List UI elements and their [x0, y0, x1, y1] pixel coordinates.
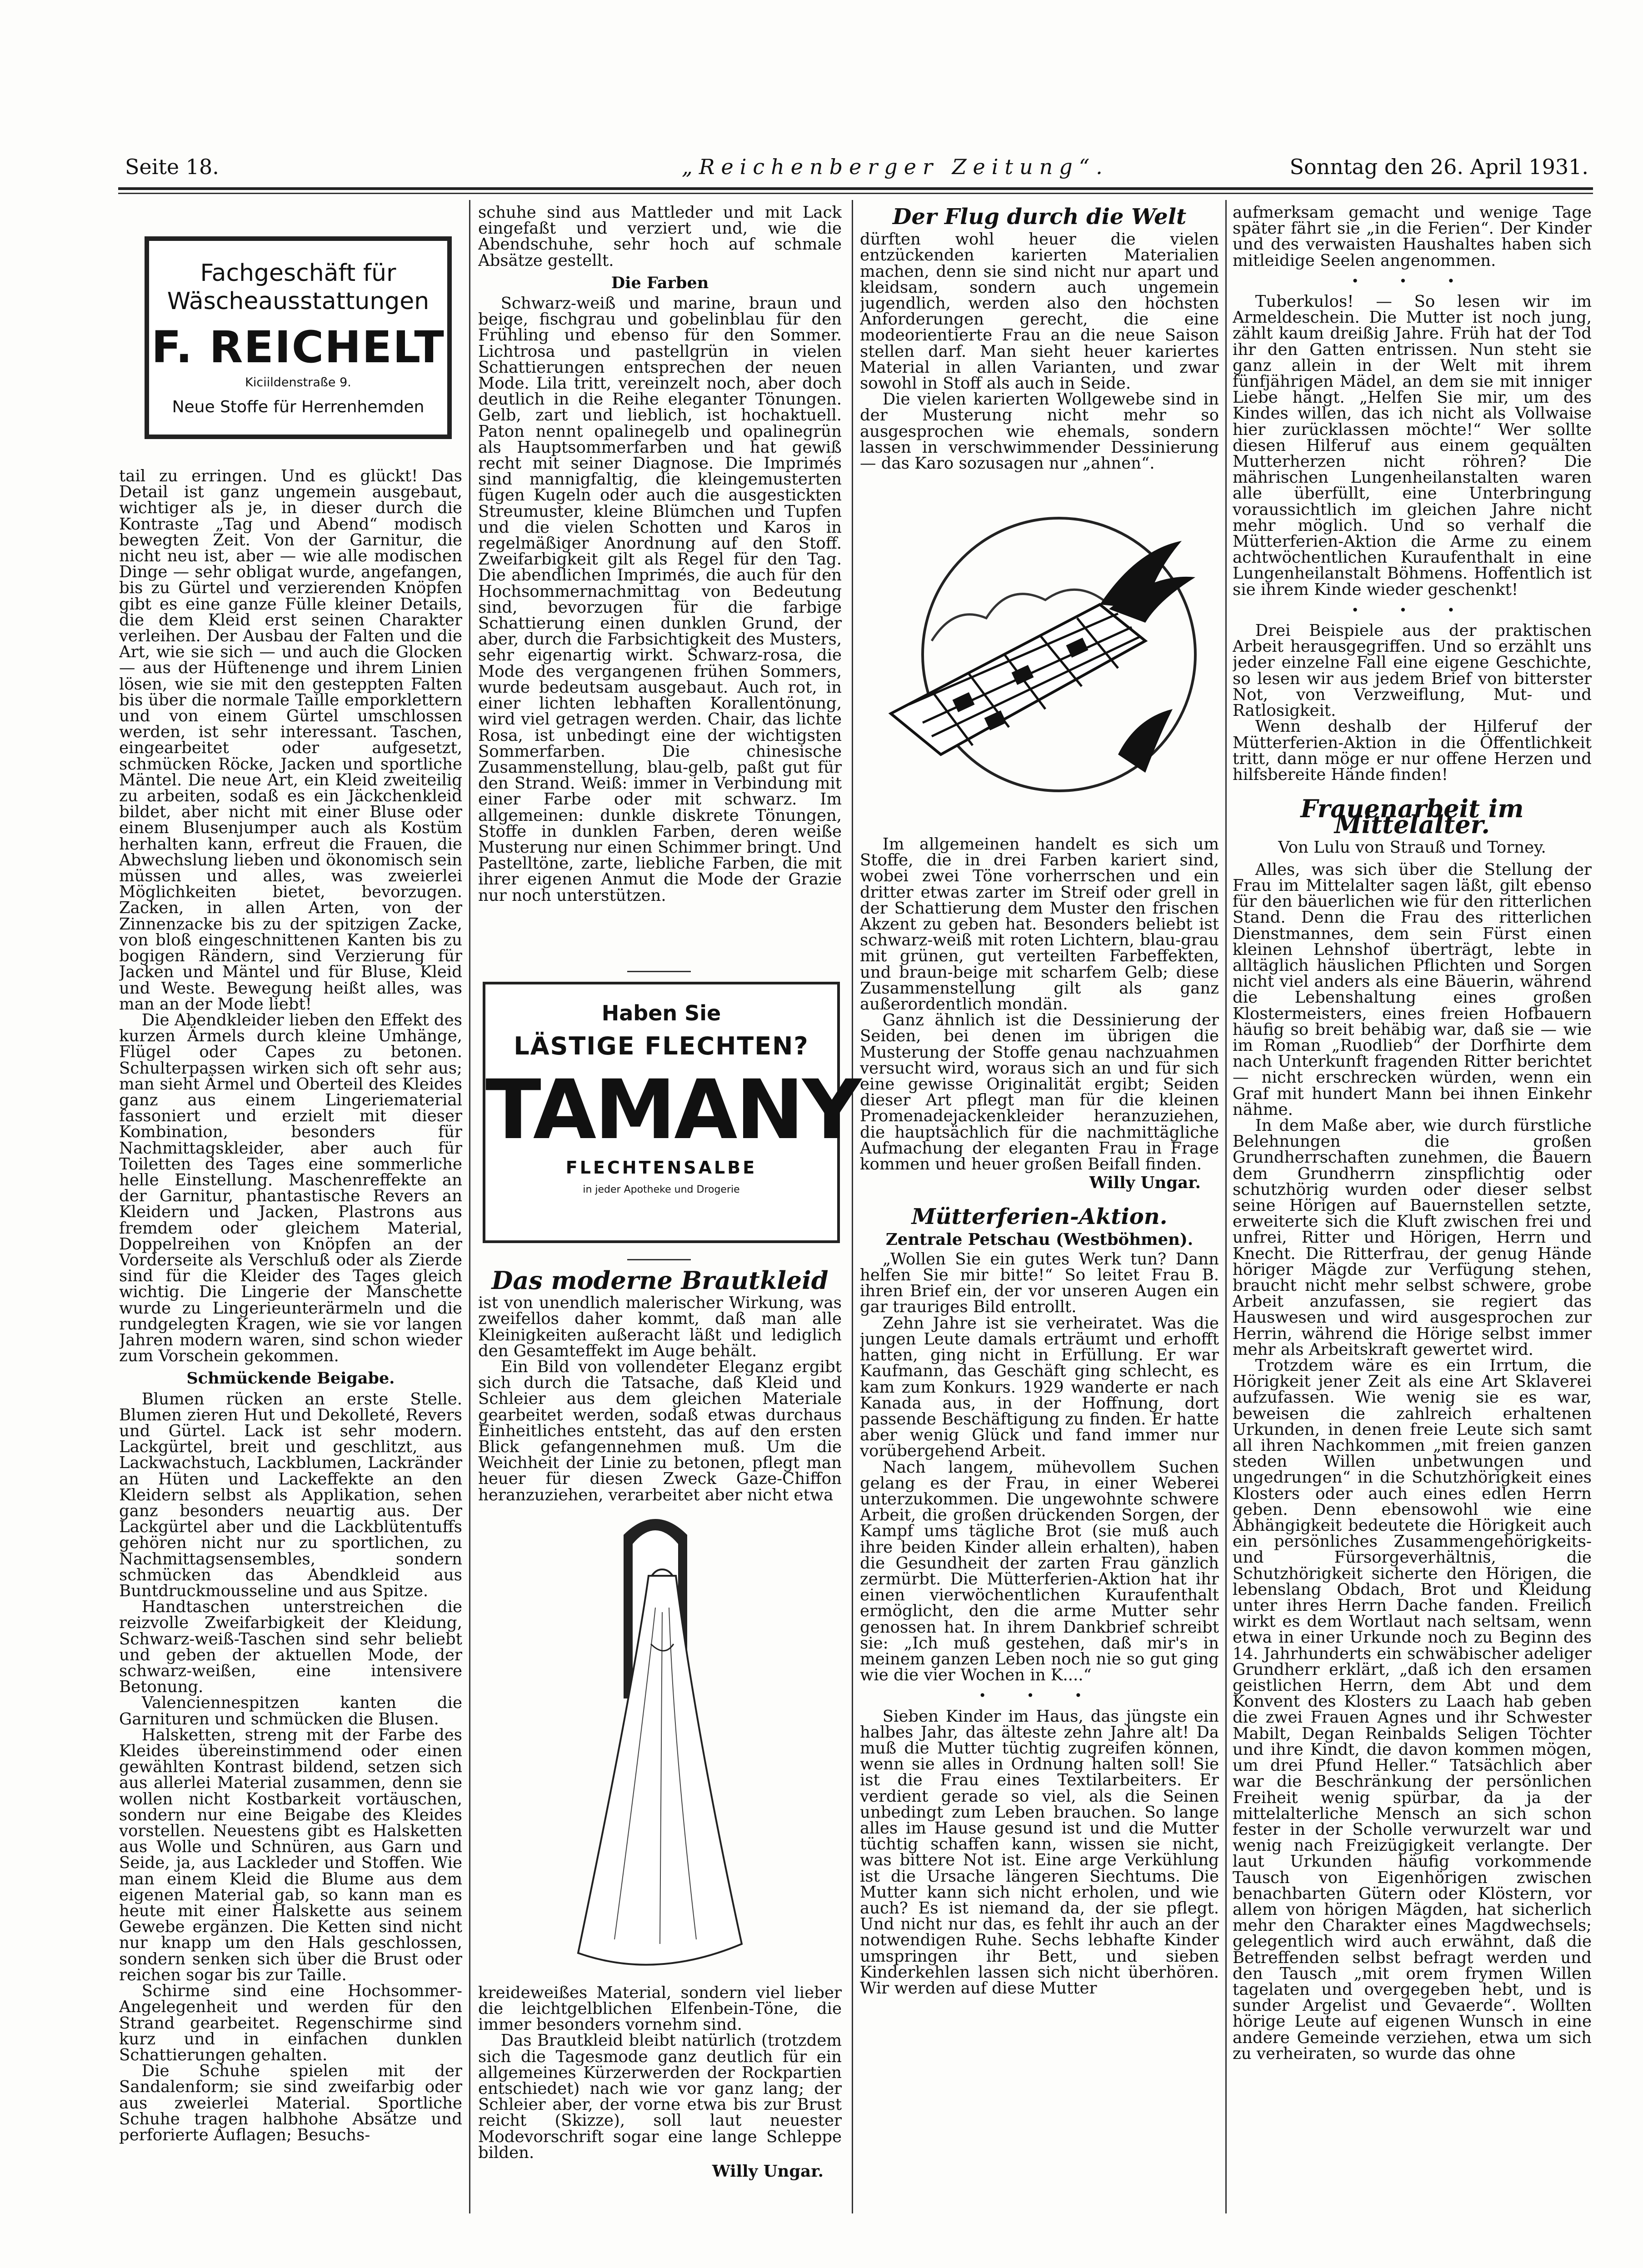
paragraph: Trotzdem wäre es ein Irrtum, die Hörigkeit jener Zeit als eine Art Sklaverei aufzufassen. Wie wenig sie es war, beweisen die zahlreich erhaltenen Urkunden, in denen freie Leute sich samt all ihren Nachkommen „mit freien ganzen steden Willen unbetwungen und ungedrungen“ in die Schutzhörigkeit eines Klosters oder auch eines edlen Herrn geben. Denn ebensowohl wie eine Abhängigkeit bedeutete die Hörigkeit auch ein persönliches Zusammengehörigkeits- und Fürsorgeverhältnis, die Schutzhörigkeit sicherte den Hörigen, die lebenslang Obdach, Brot und Kleidung unter ihres Herrn Dache fanden. Freilich wirkt es dem Wortlaut nach seltsam, wenn etwa in einer Urkunde noch zu Beginn des 14. Jahrhunderts ein schwäbischer adeliger Grundherr erklärt, „daß ich den ersamen geistlichen Herrn, dem Abt und dem Konvent des Klosters zu Laach hab geben die zwei Frauen Agnes und ihr Schwester Mabilt, Degan Reinbalds Seligen Töchter und ihre Kindt, die davon kommen mögen, um drei Pfund Heller.“ Tatsächlich aber war die Beschränkung der persönlichen Freiheit wenig spürbar, da ja der mittelalterliche Mensch an sich schon fester in der Scholle verwurzelt war und wenig nach Freizügigkeit verlangte. Der laut Urkunden häufig vorkommende Tausch von Eigenhörigen zwischen benachbarten Gütern oder Klöstern, vor allem von hörigen Mägden, hat sicherlich mehr den Charakter eines Magdwechsels; gelegentlich wird auch erwähnt, daß die Betreffenden selbst befragt werden und den Tausch „mit orem frymen Willen tagelaten und overgegeben hebt, und is sunder Argelist und Gevaerde“. Wollten hörige Leute auf eigenen Wunsch in eine andere Gemeinde verziehen, etwa um sich zu verheiraten, so wurde das ohne	[1233, 1356, 1592, 2063]
ad-note: in jeder Apotheke und Drogerie	[583, 1184, 740, 1195]
section-dots: • • •	[1351, 602, 1473, 618]
divider	[627, 971, 691, 972]
paragraph: Tuberkulos! — So lesen wir im Armeldeschein. Die Mutter ist noch jung, zählt kaum dreißig Jahre. Früh hat der Tod ihr den Gatten entrissen. Nun steht sie ganz allein in der Welt mit ihrem fünfjährigen Mädel, an dem sie mit inniger Liebe hängt. „Helfen Sie mir, um des Kindes willen, das ich nicht als Vollwaise hier zurücklassen möchte!“ Wer sollte diesen Hilferuf aus einem gequälten Mutterherzen nicht röhren? Die mährischen Lungenheilanstalten waren alle überfüllt, eine Unterbringung voraussichtlich im gleichen Jahre nicht mehr möglich. Und so verhalf die Mütterferien-Aktion die Arme zu einem achtwöchentlichen Kuraufenthalt in eine Lungenheilanstalt Böhmens. Hoffentlich ist sie ihrem Kinde wieder geschenkt!	[1233, 292, 1592, 599]
bride-illustration	[478, 1503, 842, 1985]
paragraph: Ganz ähnlich ist die Dessinierung der Seiden, bei denen im übrigen die Musterung der Stoffe genau nachzuahmen versucht wird, woraus sich an und für sich eine gewisse Originalität ergibt; Seiden dieser Art pflegt man für die kleinen Promenadejackenkleider heranzuziehen, die hauptsächlich für die nachmittägliche Aufmachung der eleganten Frau in Frage kommen und heuer großen Beifall finden.	[860, 1011, 1219, 1174]
paragraph: Blumen rücken an erste Stelle. Blumen zieren Hut und Dekolleté, Revers und Gürtel. Lack ist sehr modern. Lackgürtel, breit und geschlitzt, aus Lackwachstuch, Lackblumen, Lackränder an Hüten und Lackeffekte an den Kleidern selbst als Applikation, sehen ganz besonders neuartig aus. Der Lackgürtel aber und die Lackblütentuffs gehören nicht nur zu sportlichen, zu Nachmittagsensembles, sondern schmücken das Abendkleid aus Buntdruckmousseline und aus Spitze.	[119, 1389, 462, 1601]
paragraph: Wenn deshalb der Hilferuf der Mütterferien-Aktion in die Öffentlichkeit tritt, dann möge er nur offene Herzen und hilfsbereite Hände finden!	[1233, 717, 1592, 784]
article-title: Mütterferien-Aktion.	[911, 1204, 1168, 1230]
paragraph: ist von unendlich malerischer Wirkung, was zweifellos daher kommt, daß man alle Kleinigkeiten außeracht läßt und lediglich den Gesamteffekt im Auge behält.	[478, 1294, 842, 1360]
paragraph: Alles, was sich über die Stellung der Frau im Mittelalter sagen läßt, gilt ebenso für den bäuerlichen wie für den ritterlichen Stand. Denn die Frau des ritterlichen Dienstmannes, dem sein Fürst einen kleinen Lehnshof überträgt, lebte in alltäglich häuslichen Pflichten und Sorgen nicht viel anders als eine Bäuerin, während die Lebenshaltung eines großen Klostermeisters, eines freien Hofbauern häufig so breit behäbig war, daß sie — wie im Roman „Ruodlieb“ der Dorfhirte dem nach Unterkunft fragenden Ritter berichtet — nicht erschrecken würden, wenn ein Graf mit hundert Mann bei ihnen Einkehr nähme.	[1233, 860, 1592, 1119]
column-divider	[852, 200, 853, 2213]
header-rule	[118, 187, 1593, 190]
paragraph: kreideweißes Material, sondern viel lieber die leichtgelblichen Elfenbein-Töne, die immer besonders vornehm sind.	[478, 1983, 842, 2034]
paragraph: Die Schuhe spielen mit der Sandalenform; sie sind zweifarbig oder aus zweierlei Material. Sportliche Schuhe tragen halbhohe Absätze und perforierte Auflagen; Besuchs-	[119, 2062, 462, 2144]
column-2-top	[478, 205, 842, 964]
ad-address: Kiciildenstraße 9.	[245, 375, 351, 390]
paragraph: Zehn Jahre ist sie verheiratet. Was die jungen Leute damals erträumt und erhofft hatten, ging nicht in Erfüllung. Er war Kaufmann, das Geschäft ging schlecht, es kam zum Konkurs. 1929 wanderte er nach Kanada aus, in der Hoffnung, dort passende Beschäftigung zu finden. Er hatte aber wenig Glück und fand immer nur vorübergehend Arbeit.	[860, 1314, 1219, 1461]
header-rule-thin	[118, 193, 1593, 194]
flying-fabric-illustration	[864, 500, 1218, 827]
ad-brand: F. REICHELT	[151, 322, 445, 373]
paragraph: Drei Beispiele aus der praktischen Arbeit herausgegriffen. Und so erzählt uns jeder einzelne Fall eine eigene Geschichte, so lesen wir aus jedem Brief von bitterster Not, von Verzweiflung, Mut- und Ratlosigkeit.	[1233, 621, 1592, 720]
ad-line: Neue Stoffe für Herrenhemden	[172, 398, 424, 416]
article-byline: Von Lulu von Strauß und Torney.	[1278, 838, 1546, 857]
paragraph: Die Abendkleider lieben den Effekt des kurzen Ärmels durch kleine Umhänge, Flügel oder Capes zu betonen. Schulterpassen wirken sich oft sehr aus; man sieht Ärmel und Oberteil des Kleides ganz aus einem Lingeriematerial fassoniert und erzielt mit dieser Kombination, besonders für Nachmittagskleider, aber auch für Toiletten des Tages eine sommerliche helle Einstellung. Maschenreffekte an der Garnitur, phantastische Revers an Kleidern und Jacken, Plastrons aus fremdem oder gleichem Material, Doppelreihen von Knöpfen an der Vorderseite als Verschluß oder als Zierde sind für die Kleider des Tages gleich wichtig. Die Lingerie der Manschette wurde zu Lingerieunterärmeln und die rundgelegten Kragen, wie sie vor langen Jahren modern waren, sind schon wieder zum Vorschein gekommen.	[119, 1010, 462, 1366]
ad-line: Wäscheausstattungen	[167, 288, 429, 315]
paragraph: schuhe sind aus Mattleder und mit Lack eingefaßt und verziert und, wie die Abendschuhe, sehr hoch auf schmale Absätze gestellt.	[478, 205, 842, 270]
column-2-bottom	[478, 1268, 842, 2213]
paragraph: tail zu erringen. Und es glückt! Das Detail ist ganz ungemein ausgebaut, wichtiger als je, in dieser durch die Kontraste „Tag und Abend“ modisch bewegten Zeit. Von der Garnitur, die nicht neu ist, aber — wie alle modischen Dinge — sehr obligat wurde, angefangen, bis zu Gürtel und verzierenden Knöpfen gibt es eine ganze Fülle kleiner Details, die dem Kleid erst seinen Charakter verleihen. Der Ausbau der Falten und die Art, wie sie sich — und auch die Glocken — aus der Hüftenenge und ihrem Linien lösen, wie sie mit den gesteppten Falten bis über die normale Taille emporklettern und von einem Gürtel umschlossen werden, ist sehr interessant. Taschen, eingearbeitet oder aufgesetzt, schmücken Röcke, Jacken und sportliche Mäntel. Die neue Art, ein Kleid zweiteilig zu arbeiten, sodaß es ein Jäckchenkleid bildet, aber nicht mit einer Bluse oder einem Blusenjumper auch als Kostüm herhalten kann, erfreut die Frauen, die Abwechslung lieben und ökonomisch sein müssen und alles, was zweierlei Möglichkeiten bietet, bevorzugen. Zacken, in allen Arten, von der Zinnenzacke bis zu der spitzigen Zacke, von bloß eingeschnittenen Kanten bis zu bogigen Rändern, sind Verzierung für Jacken und Mäntel und für Bluse, Kleid und Weste. Bewegung heißt alles, was man an der Mode liebt!	[119, 468, 462, 1014]
ad-brand: TAMANY	[485, 1063, 860, 1158]
section-dots: • • •	[979, 1688, 1100, 1703]
column-divider	[469, 200, 470, 2213]
column-3-bottom	[860, 836, 1219, 2213]
advertisement-reichelt	[145, 236, 452, 439]
ad-product: FLECHTENSALBE	[565, 1158, 757, 1178]
article-subtitle: Zentrale Petschau (Westböhmen).	[885, 1230, 1194, 1249]
paragraph: aufmerksam gemacht und wenige Tage später fährt sie „in die Ferien“. Der Kinder und des verwaisten Haushaltes haben sich mitleidige Seelen angenommen.	[1233, 205, 1592, 270]
column-divider	[1225, 200, 1227, 2213]
paragraph: Nach langem, mühevollem Suchen gelang es der Frau, in einer Weberei unterzukommen. Die ungewohnte schwere Arbeit, die großen drückenden Sorgen, der Kampf ums tägliche Brot (sie muß auch ihre beiden Kinder allein erhalten), haben die Gesundheit der zarten Frau gänzlich zermürbt. Die Mütterferien-Aktion hat ihr einen vierwöchentlichen Kuraufenthalt ermöglicht, den die arme Mutter sehr genossen hat. In ihrem Dankbrief schreibt sie: „Ich muß gestehen, daß mir's in meinem ganzen Leben noch nie so gut ging wie die vier Wochen in K....“	[860, 1458, 1219, 1685]
divider	[627, 1259, 691, 1260]
paragraph: „Wollen Sie ein gutes Werk tun? Dann helfen Sie mir bitte!“ So leitet Frau B. ihren Brief ein, der vor unseren Augen ein gar trauriges Bild entrollt.	[860, 1249, 1219, 1317]
paragraph: Halsketten, streng mit der Farbe des Kleides übereinstimmend oder einen gewählten Kontrast bildend, setzen sich aus allerlei Material zusammen, denn sie wollen nicht Kostbarkeit vortäuschen, sondern nur eine Beigabe des Kleides vorstellen. Neuestens gibt es Halsketten aus Wolle und Schnüren, aus Garn und Seide, ja, aus Lackleder und Stoffen. Wie man einem Kleid die Blume aus dem eigenen Material gab, so kann man es heute mit einer Halskette aus seinem Gewebe ergänzen. Die Ketten sind nicht nur knapp um den Hals geschlossen, sondern senken sich über die Brust oder reichen sogar bis zur Taille.	[119, 1725, 462, 1984]
author-signature: Willy Ungar.	[712, 2162, 824, 2181]
issue-date: Sonntag den 26. April 1931.	[1289, 155, 1588, 179]
paragraph: Die vielen karierten Wollgewebe sind in der Musterung nicht mehr so ausgesprochen wie ehemals, sondern lassen in verschwimmender Dessinierung — das Karo sozusagen nur „ahnen“.	[860, 390, 1219, 473]
paragraph: Sieben Kinder im Haus, das jüngste ein halbes Jahr, das älteste zehn Jahre alt! Da muß die Mutter tüchtig zugreifen können, wenn sie alles in Ordnung halten soll! Sie ist die Frau eines Textilarbeiters. Er verdient gerade so viel, als die Seinen unbedingt zum Leben brauchen. So lange alles im Hause gesund ist und die Mutter tüchtig schaffen kann, wissen sie nicht, was bittere Not ist. Eine arge Verkühlung ist die Ursache längeren Siechtums. Die Mutter kann sich nicht erholen, und wie auch? Es ist niemand da, der sie pflegt. Und nicht nur das, es fehlt ihr auch an der notwendigen Ruhe. Sechs lebhafte Kinder umspringen ihr Bett, und sieben Kinderkehlen lassen sich nicht überhören. Wir werden auf diese Mutter	[860, 1707, 1219, 1998]
column-1	[119, 468, 462, 2209]
column-4	[1233, 205, 1592, 2213]
paragraph: Im allgemeinen handelt es sich um Stoffe, die in drei Farben kariert sind, wobei zwei Töne vorherrschen und ein dritter etwas zarter im Streif oder grell in der Schattierung dem Muster den frischen Akzent zu geben hat. Besonders beliebt ist schwarz-weiß mit roten Lichtern, blau-grau mit grünen, gut verteilten Farbeffekten, und braun-beige mit scharfem Gelb; diese Zusammenstellung gilt als ganz außerordentlich mondän.	[860, 836, 1219, 1014]
paragraph: Schirme sind eine Hochsommer-Angelegenheit und werden für den Strand gearbeitet. Regenschirme sind kurz und in einfachen dunklen Schattierungen gehalten.	[119, 1982, 462, 2064]
paragraph: Ein Bild von vollendeter Eleganz ergibt sich durch die Tatsache, daß Kleid und Schleier aus dem gleichen Materiale gearbeitet werden, sodaß etwas durchaus Einheitliches entsteht, das auf den ersten Blick gefangennehmen muß. Um die Weichheit der Linie zu betonen, pflegt man heuer für diesen Zweck Gaze-Chiffon heranzuziehen, verarbeitet aber nicht etwa	[478, 1358, 842, 1504]
advertisement-tamany	[483, 982, 860, 1243]
paragraph: Das Brautkleid bleibt natürlich (trotzdem sich die Tagesmode ganz deutlich für ein allgemeines Kürzerwerden der Rockpartien entschiedet) nach wie vor ganz lang; der Schleier aber, der vorne etwa bis zur Brust reicht (Skizze), soll laut neuester Modevorschrift sogar eine lange Schleppe bilden.	[478, 2031, 842, 2162]
ad-line: Fachgeschäft für	[200, 260, 396, 287]
article-title: Der Flug durch die Welt	[892, 205, 1187, 230]
ad-line: LÄSTIGE FLECHTEN?	[514, 1032, 809, 1060]
paragraph: dürften wohl heuer die vielen entzückenden karierten Materialien machen, denn sie sind nicht nur apart und kleidsam, sondern auch ungemein jugendlich, werden also den höchsten Anforderungen gerecht, die eine modeorientierte Frau an die neue Saison stellen darf. Man sieht heuer kariertes Material in allen Varianten, und zwar sowohl in Stoff als auch in Seide.	[860, 230, 1219, 393]
paragraph: Schwarz-weiß und marine, braun und beige, fischgrau und gobelinblau für den Frühling und ebenso für den Sommer. Lichtrosa und pastellgrün in vielen Schattierungen entsprechen der neuen Mode. Lila tritt, vereinzelt noch, aber doch deutlich in die Reihe eleganter Tönungen. Gelb, zart und lieblich, ist hochaktuell. Paton nennt opalinegelb und opalinegrün als Hauptsommerfarben und hat gewiß recht mit seiner Diagnose. Die Imprimés sind mannigfaltig, die kleingemusterten fügen Kugeln oder auch die ausgestickten Streumuster, kleine Blümchen und Tupfen und die vielen Schotten und Karos in regelmäßiger Anordnung auf den Stoff. Zweifarbigkeit gilt als Regel für den Tag. Die abendlichen Imprimés, die auch für den Hochsommernachmittag von Bedeutung sind, bevorzugen für die farbige Schattierung einen dunklen Grund, der aber, durch die Farbsichtigkeit des Musters, sehr eigenartig wirkt. Schwarz-rosa, die Mode des vergangenen frühen Sommers, wurde bedeutsam ausgebaut. Auch rot, in einer lichten lebhaften Korallentönung, wird viel getragen werden. Chair, das lichte Rosa, ist unbedingt eine der wichtigsten Sommerfarben. Die chinesische Zusammenstellung, blau-gelb, paßt gut für den Strand. Weiß: immer in Verbindung mit einer Farbe oder mit schwarz. Im allgemeinen: dunkle diskrete Tönungen, Stoffe in dunklen Farben, deren weiße Musterung nur einen Schimmer bringt. Und Pastelltöne, zarte, liebliche Farben, die mit ihrer eigenen Anmut die Mode der Grazie nur noch unterstützen.	[478, 294, 842, 905]
section-heading: Die Farben	[611, 273, 709, 292]
section-heading: Schmückende Beigabe.	[186, 1369, 395, 1388]
author-signature: Willy Ungar.	[1089, 1174, 1201, 1193]
section-dots: • • •	[1351, 273, 1473, 289]
ad-line: Haben Sie	[601, 1001, 721, 1025]
paragraph: In dem Maße aber, wie durch fürstliche Belehnungen die großen Grundherrschaften zunehmen, die Bauern dem Grundherrn zinspflichtig oder schutzhörig wurden oder dieser selbst seine Hörigen auf Bauernstellen setzte, erweiterte sich die Kluft zwischen frei und unfrei, Ritter und Hörigen, Herrn und Knecht. Die Ritterfrau, der genug Hände höriger Mägde zur Verfügung stehen, braucht nicht mehr selbst schwere, grobe Arbeit anzufassen, sie regiert das Hauswesen und wird ausgesprochen zur Herrin, während die Hörige selbst immer mehr als Arbeitskraft gewertet wird.	[1233, 1116, 1592, 1359]
column-3-top	[860, 205, 1219, 495]
newspaper-title: „Reichenberger Zeitung“.	[682, 155, 1109, 179]
article-title: Das moderne Brautkleid	[491, 1268, 829, 1295]
paragraph: Valenciennespitzen kanten die Garnituren und schmücken die Blusen.	[119, 1694, 462, 1728]
page-number: Seite 18.	[125, 155, 219, 179]
article-title: Frauenarbeit im Mittelalter.	[1300, 794, 1524, 839]
paragraph: Handtaschen unterstreichen die reizvolle Zweifarbigkeit der Kleidung, Schwarz-weiß-Taschen sind sehr beliebt und geben der aktuellen Mode, der schwarz-weißen, eine intensivere Betonung.	[119, 1598, 462, 1697]
